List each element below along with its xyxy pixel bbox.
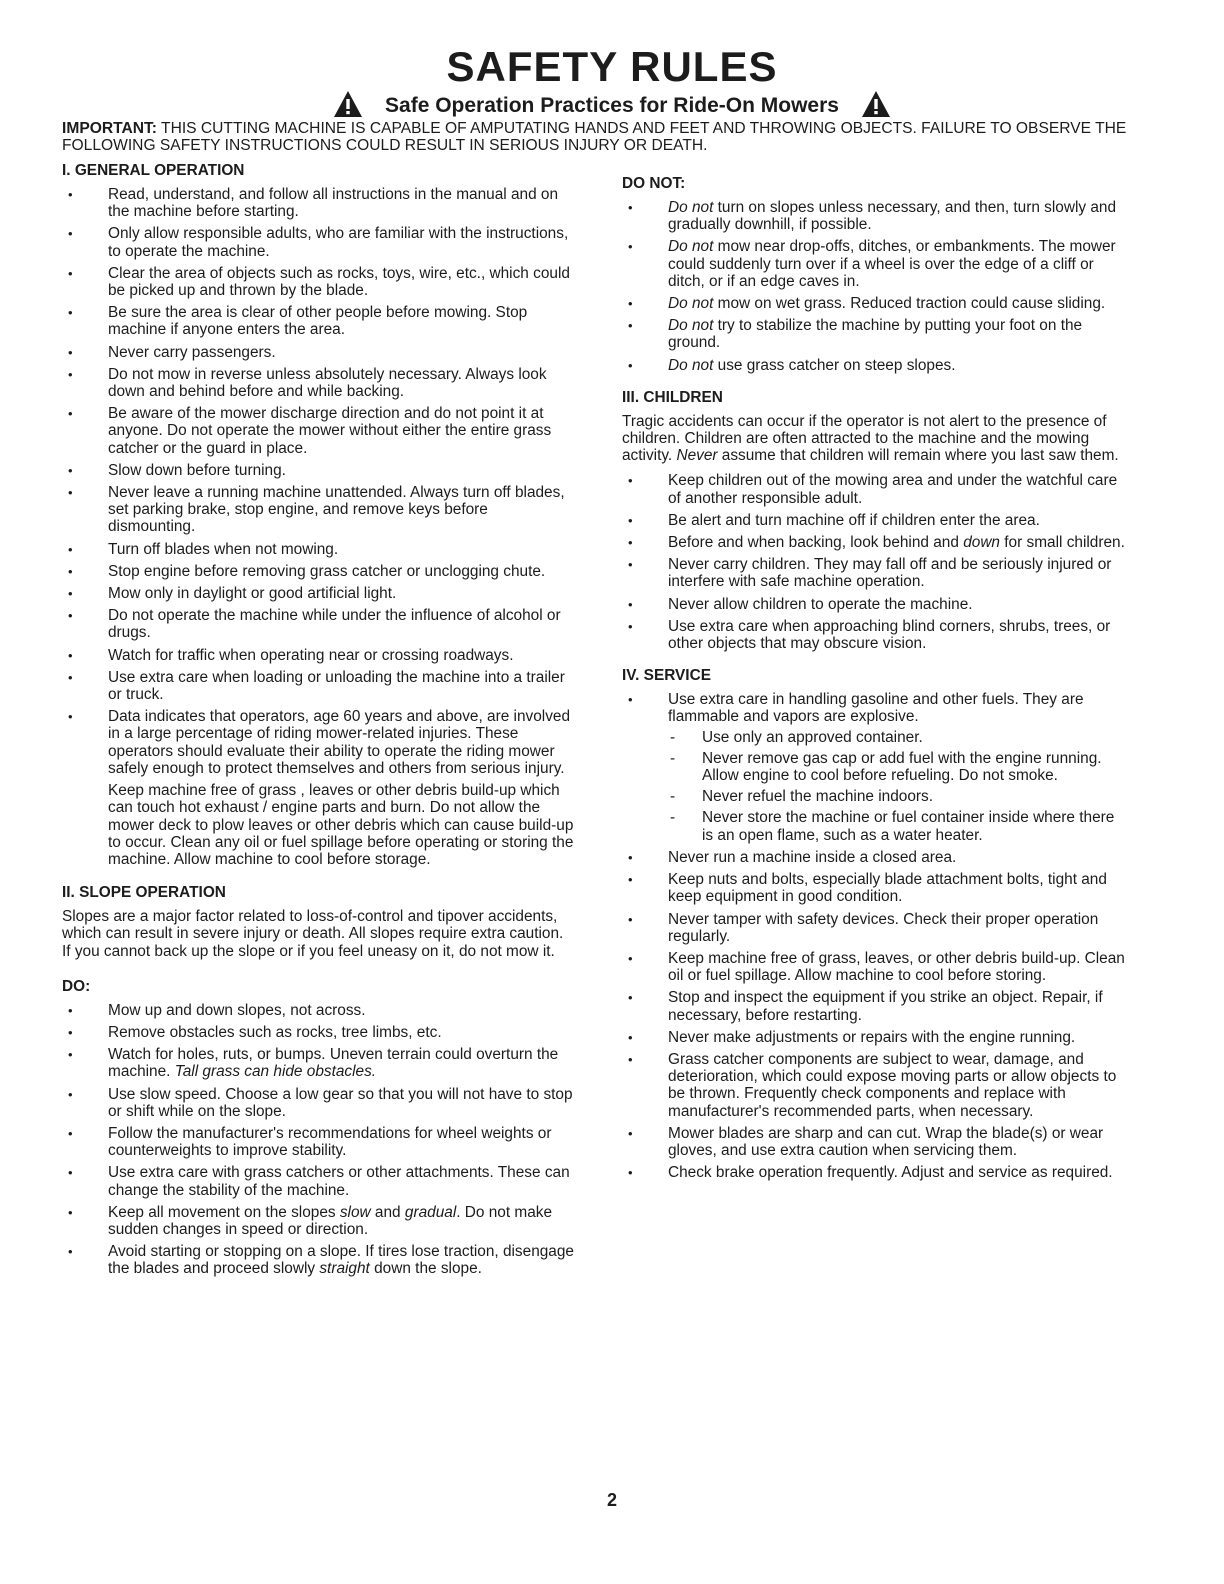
important-label: IMPORTANT: (62, 120, 157, 137)
item-text: mow on wet grass. Reduced traction could cause sliding. (713, 295, 1106, 313)
list-item (62, 1204, 574, 1238)
section-heading-general: I. GENERAL OPERATION (62, 162, 245, 179)
item-emphasis: Do not (668, 199, 714, 216)
general-list (62, 186, 574, 777)
list-item: • Check brake operation frequently. Adjust and service as required. (622, 1164, 1128, 1181)
list-item (622, 534, 1128, 551)
list-item: • Use extra care when loading or unloading the machine into a trailer or truck. (62, 669, 574, 703)
section-heading-children: III. CHILDREN (622, 388, 723, 406)
list-item: • Remove obstacles such as rocks, tree limbs, etc. (62, 1024, 574, 1041)
sub-list-item: - Never store the machine or fuel container inside where there is an open flame, such as a water heater. (668, 809, 1128, 843)
list-item: • Slow down before turning. (62, 462, 574, 479)
intro-text: assume that children will remain where you last saw them. (717, 447, 1119, 465)
sub-list-item: - Never remove gas cap or add fuel with the engine running. Allow engine to cool before refueling. Do not smoke. (668, 750, 1128, 784)
slope-intro: Slopes are a major factor related to loss-of-control and tipover accidents, which can result in severe injury or death. All slopes require extra caution. If you cannot back up the slope or if you feel uneasy on it, do not mow it. (62, 908, 564, 960)
item-emphasis: straight (319, 1260, 370, 1278)
list-item: • Clear the area of objects such as rocks, toys, wire, etc., which could be picked up and thrown by the blade. (62, 265, 574, 299)
item-text: and (370, 1203, 405, 1221)
list-item: • Only allow responsible adults, who are familiar with the instructions, to operate the machine. (62, 225, 574, 259)
list-item: • Keep nuts and bolts, especially blade attachment bolts, tight and keep equipment in good condition. (622, 871, 1128, 905)
intro-emphasis: Never (676, 447, 718, 465)
item-emphasis: Do not (668, 317, 714, 335)
right-column (622, 175, 1128, 1186)
list-item (62, 1243, 574, 1277)
item-emphasis: Tall grass can hide obstacles. (174, 1063, 377, 1081)
item-text: Before and when backing, look behind and (668, 534, 964, 552)
list-item: • Never run a machine inside a closed area. (622, 849, 1128, 866)
list-item (622, 357, 1128, 374)
item-text: for small children. (1000, 534, 1125, 552)
list-item: • Grass catcher components are subject to wear, damage, and deterioration, which could expose moving parts or allow objects to be thrown. Frequently check components and replace with manufacturer's recommended parts, when necessary. (622, 1051, 1128, 1120)
list-item: • Never make adjustments or repairs with the engine running. (622, 1029, 1128, 1046)
item-text: . Do not make sudden changes in speed or direction. (108, 1203, 553, 1238)
item-emphasis: Do not (668, 295, 714, 313)
sub-list-item: - Use only an approved container. (668, 729, 1128, 746)
list-item: • Be aware of the mower discharge direction and do not point it at anyone. Do not operate the mower without either the entire grass catcher or the guard in place. (62, 405, 574, 457)
list-item: • Mow up and down slopes, not across. (62, 1002, 574, 1019)
list-item: • Follow the manufacturer's recommendations for wheel weights or counterweights to improve stability. (62, 1125, 574, 1159)
do-list (62, 1002, 574, 1278)
important-notice (62, 120, 1132, 154)
item-emphasis: gradual (404, 1203, 457, 1221)
list-item: • Keep children out of the mowing area and under the watchful care of another responsible adult. (622, 472, 1128, 506)
list-item: • Never allow children to operate the machine. (622, 596, 1128, 613)
list-item: • Mower blades are sharp and can cut. Wrap the blade(s) or wear gloves, and use extra caution when servicing them. (622, 1125, 1128, 1159)
list-item: • Keep machine free of grass, leaves, or other debris build-up. Clean oil or fuel spillage. Allow machine to cool before storing. (622, 950, 1128, 984)
do-not-heading: DO NOT: (622, 175, 686, 192)
item-emphasis: slow (339, 1203, 371, 1221)
list-item: • Watch for traffic when operating near or crossing roadways. (62, 647, 574, 664)
list-item: • Use extra care with grass catchers or other attachments. These can change the stability of the machine. (62, 1164, 574, 1198)
left-column (62, 162, 574, 1283)
list-item (622, 199, 1128, 233)
item-text: Watch for holes, ruts, or bumps. Uneven terrain could overturn the machine. (108, 1046, 559, 1081)
fuel-sublist (668, 729, 1128, 844)
do-heading: DO: (62, 977, 91, 995)
page-number: 2 (606, 1490, 617, 1510)
list-item (622, 691, 1128, 844)
item-text: mow near drop-offs, ditches, or embankments. The mower could suddenly turn over if a wheel is over the edge of a cliff or ditch, or if an edge caves in. (668, 238, 1116, 290)
list-item: • Mow only in daylight or good artificial light. (62, 585, 574, 602)
service-list (622, 691, 1128, 1181)
list-item (622, 317, 1128, 351)
item-text: use grass catcher on steep slopes. (713, 356, 956, 374)
list-item: • Never carry children. They may fall off and be seriously injured or interfere with safe machine operation. (622, 556, 1128, 590)
list-item: • Never leave a running machine unattended. Always turn off blades, set parking brake, stop engine, and remove keys before dismounting. (62, 484, 574, 536)
item-text: Avoid starting or stopping on a slope. If tires lose traction, disengage the blades and proceed slowly (108, 1243, 574, 1278)
list-item: • Read, understand, and follow all instructions in the manual and on the machine before starting. (62, 186, 574, 220)
general-continuation: Keep machine free of grass , leaves or other debris build-up which can touch hot exhaust / engine parts and burn. Do not allow the mower deck to plow leaves or other debris which can cause build-up to occur. Clean any oil or fuel spillage before operating or storing the machine. Allow machine to cool before storage. (108, 782, 574, 868)
item-text: try to stabilize the machine by putting your foot on the ground. (668, 317, 1083, 352)
important-text: THIS CUTTING MACHINE IS CAPABLE OF AMPUTATING HANDS AND FEET AND THROWING OBJECTS. FAILURE TO OBSERVE THE FOLLOWING SAFETY INSTRUCTIONS COULD RESULT IN SERIOUS INJURY OR DEATH. (62, 120, 1127, 154)
list-item: • Stop and inspect the equipment if you strike an object. Repair, if necessary, before restarting. (622, 989, 1128, 1023)
list-item: • Turn off blades when not mowing. (62, 541, 574, 558)
page-title: SAFETY RULES (446, 43, 778, 90)
item-text: down the slope. (369, 1260, 482, 1278)
list-item (622, 295, 1128, 312)
subtitle-text: Safe Operation Practices for Ride-On Mowers (385, 94, 839, 117)
children-list (622, 472, 1128, 652)
intro-text: Tragic accidents can occur if the operator is not alert to the presence of children. Children are often attracted to the machine and the mowing activity. (622, 412, 1107, 465)
section-heading-service: IV. SERVICE (622, 667, 711, 685)
list-item: • Be sure the area is clear of other people before mowing. Stop machine if anyone enters the area. (62, 304, 574, 338)
item-emphasis: Do not (668, 356, 714, 374)
list-item: • Be alert and turn machine off if children enter the area. (622, 512, 1128, 529)
list-item: • Do not operate the machine while under the influence of alcohol or drugs. (62, 607, 574, 641)
item-text: turn on slopes unless necessary, and then, turn slowly and gradually downhill, if possible. (668, 199, 1117, 234)
children-intro (622, 413, 1128, 465)
list-item: • Use extra care when approaching blind corners, shrubs, trees, or other objects that may obscure vision. (622, 618, 1128, 652)
section-heading-slope: II. SLOPE OPERATION (62, 884, 226, 902)
list-item: • Data indicates that operators, age 60 years and above, are involved in a large percentage of riding mower-related injuries. These operators should evaluate their ability to operate the riding mower safely enough to protect themselves and others from serious injury. (62, 708, 574, 777)
list-item (622, 238, 1128, 290)
list-item: • Do not mow in reverse unless absolutely necessary. Always look down and behind before and while backing. (62, 366, 574, 400)
list-item (62, 1046, 574, 1080)
list-item: • Never carry passengers. (62, 344, 574, 361)
item-text: Use extra care in handling gasoline and other fuels. They are flammable and vapors are explosive. (668, 691, 1084, 726)
list-item: • Use slow speed. Choose a low gear so that you will not have to stop or shift while on the slope. (62, 1086, 574, 1120)
do-not-list (622, 199, 1128, 374)
sub-list-item: - Never refuel the machine indoors. (668, 788, 1128, 805)
list-item: • Never tamper with safety devices. Check their proper operation regularly. (622, 911, 1128, 945)
list-item: • Stop engine before removing grass catcher or unclogging chute. (62, 563, 574, 580)
item-emphasis: down (963, 534, 1000, 552)
item-emphasis: Do not (668, 238, 714, 256)
item-text: Keep all movement on the slopes (108, 1203, 340, 1221)
